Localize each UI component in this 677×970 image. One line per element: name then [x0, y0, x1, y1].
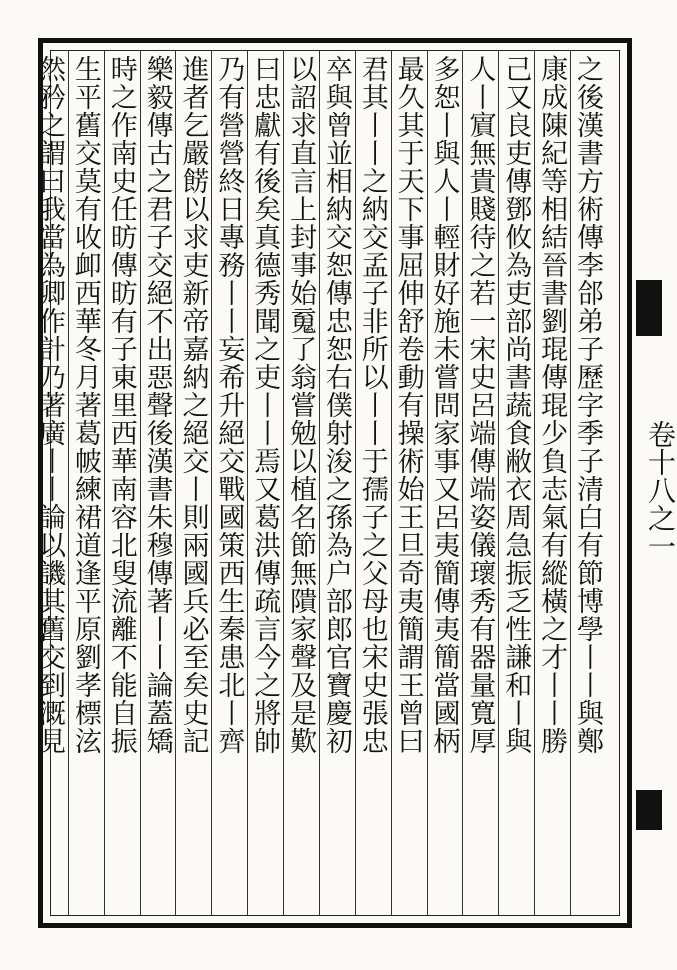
- text-column-6: 最久其于天下事屈伸舒卷動有操術始王旦奇夷簡謂王曾曰: [392, 55, 424, 755]
- text-column-13: 樂毅傳古之君子交絕不出惡聲後漢書朱穆傳著丨丨論蓋矯: [141, 55, 173, 755]
- fishtail-mark-bottom: [636, 790, 662, 830]
- margin-volume-label: 卷十八之一: [644, 420, 677, 560]
- text-column-2: 康成陳紀等相結晉書劉琨傳琨少負志氣有縱橫之才丨丨勝: [536, 55, 568, 755]
- text-column-3: 己又良吏傳鄧攸為吏部尚書蔬食敝衣周急振乏性謙和丨與: [500, 55, 532, 755]
- text-column-12: 進者乞嚴餝以求吏新帝嘉納之絕交丨則兩國兵必至矣史記: [177, 55, 209, 755]
- text-column-9: 以詔求直言上封事始䰟了翁嘗勉以植名節無隤家聲及是歎: [285, 55, 317, 755]
- text-column-15: 生平舊交莫有收卹西華冬月著葛帔練裙道逢平原劉孝標泫: [69, 55, 101, 755]
- text-column-4: 人丨賔無貴賤待之若一宋史呂端傳端姿儀瓌秀有器量寬厚: [464, 55, 496, 755]
- text-column-11: 乃有營營終日專務丨丨妄希升絕交戰國策西生秦患北丨齊: [213, 55, 245, 755]
- fishtail-mark-top: [636, 280, 662, 336]
- text-column-14: 時之作南史任昉傳昉有子東里西華南容北叟流離不能自振: [105, 55, 137, 755]
- text-column-1: 之後漢書方術傳李郃弟子歷字季子清白有節博學丨丨與鄭: [572, 55, 603, 755]
- text-column-7: 君其丨丨之納交孟子非所以丨丨于孺子之父母也宋史張忠: [356, 55, 388, 755]
- text-column-16: 然矜之謂曰我當為卿作計乃著廣丨丨論以譏其舊交到溉見: [34, 55, 65, 755]
- text-column-8: 卒與曾並相納交恕傳忠恕右僕射浚之孫為户部郎官寶慶初: [320, 55, 352, 755]
- text-column-10: 曰忠獻有後矣真德秀聞之吏丨丨焉又葛洪傳疏言今之將帥: [249, 55, 281, 755]
- text-column-5: 多恕丨與人丨輕財好施未嘗問家事又呂夷簡傳夷簡當國柄: [428, 55, 460, 755]
